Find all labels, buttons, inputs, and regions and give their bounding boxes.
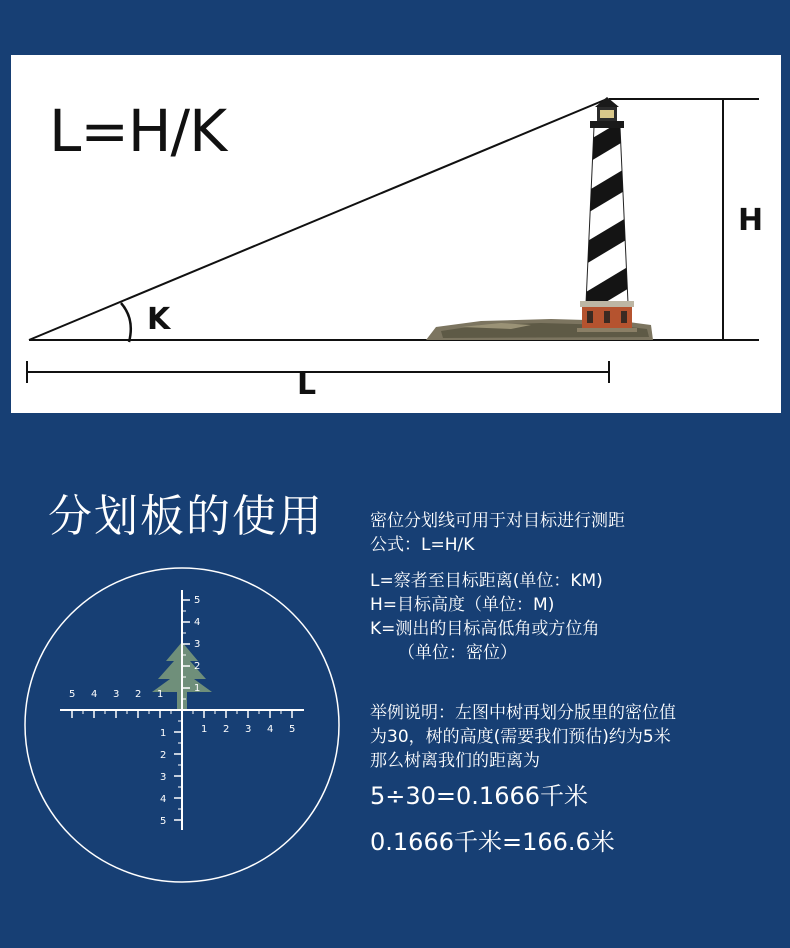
formula-text: L=H/K <box>49 97 227 165</box>
reticle-label: 3 <box>160 772 167 783</box>
reticle-label: 5 <box>69 689 76 700</box>
example-line: 为30，树的高度(需要我们预估)约为5米 <box>370 727 671 747</box>
height-label: H <box>738 203 764 238</box>
lighthouse-diagram-panel <box>11 55 781 413</box>
reticle-label: 2 <box>194 661 201 672</box>
definition-h: H=目标高度（单位：M) <box>370 595 555 615</box>
reticle-label: 5 <box>194 595 201 606</box>
example-line: 举例说明：左图中树再划分版里的密位值 <box>370 703 676 723</box>
reticle-label: 2 <box>223 724 230 735</box>
reticle-label: 4 <box>194 617 201 628</box>
reticle-label: 1 <box>160 728 167 739</box>
definition-k-unit: （单位：密位） <box>398 643 517 663</box>
definition-l: L=察者至目标距离(单位：KM) <box>370 571 603 591</box>
section-title: 分划板的使用 <box>48 491 324 542</box>
reticle-label: 1 <box>157 689 164 700</box>
reticle-label: 3 <box>245 724 252 735</box>
reticle-label: 1 <box>201 724 208 735</box>
reticle-label: 1 <box>194 683 201 694</box>
reticle-label: 5 <box>160 816 167 827</box>
lighthouse-icon <box>577 97 637 332</box>
distance-label: L <box>297 367 317 402</box>
calculation-line: 0.1666千米=166.6米 <box>370 828 615 856</box>
reticle-label: 4 <box>91 689 98 700</box>
reticle-label: 2 <box>160 750 167 761</box>
reticle-label: 4 <box>267 724 274 735</box>
reticle-label: 3 <box>194 639 201 650</box>
info-text-block <box>370 509 780 857</box>
definition-k: K=测出的目标高低角或方位角 <box>370 619 600 639</box>
calculation-line: 5÷30=0.1666千米 <box>370 782 589 810</box>
reticle-diagram <box>22 565 342 885</box>
info-line: 公式：L=H/K <box>370 535 475 555</box>
example-line: 那么树离我们的距离为 <box>370 751 540 771</box>
reticle-label: 4 <box>160 794 167 805</box>
info-line: 密位分划线可用于对目标进行测距 <box>370 511 625 531</box>
reticle-label: 5 <box>289 724 296 735</box>
reticle-label: 2 <box>135 689 142 700</box>
angle-label: K <box>147 302 171 337</box>
angle-arc <box>121 303 131 342</box>
reticle-label: 3 <box>113 689 120 700</box>
